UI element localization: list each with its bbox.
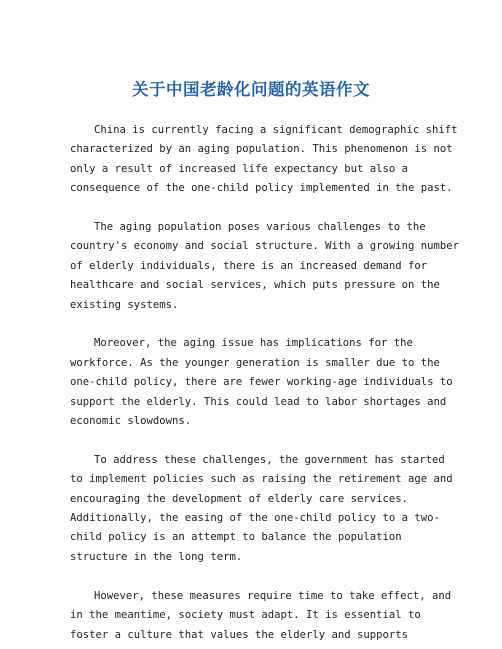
text-line: encouraging the development of elderly care services. — [70, 492, 409, 505]
text-line: of elderly individuals, there is an increased demand for — [70, 259, 428, 272]
text-line: one-child policy, there are fewer working-age individuals to — [70, 376, 453, 389]
text-line: child policy is an attempt to balance the population — [70, 531, 402, 544]
text-line: only a result of increased life expectancy but also a — [70, 162, 409, 175]
text-line: economic slowdowns. — [70, 415, 192, 428]
text-line: To address these challenges, the government has started — [94, 453, 445, 466]
paragraph-3 — [70, 334, 453, 431]
text-line: Additionally, the easing of the one-child policy to a two- — [70, 512, 440, 525]
text-line: The aging population poses various challenges to the — [94, 221, 426, 234]
text-line: foster a culture that values the elderly and supports — [70, 628, 409, 641]
text-line: existing systems. — [70, 298, 179, 311]
text-line: consequence of the one-child policy implemented in the past. — [70, 182, 453, 195]
text-line: China is currently facing a significant demographic shift — [94, 124, 458, 136]
text-line: characterized by an aging population. This phenomenon is not — [70, 143, 453, 156]
text-line: structure in the long term. — [70, 550, 243, 563]
paragraph-4 — [70, 451, 453, 567]
text-line: country's economy and social structure. With a growing number — [70, 240, 460, 253]
text-line: to implement policies such as raising the retirement age and — [70, 473, 453, 486]
paragraph-2 — [70, 218, 460, 315]
text-line: healthcare and social services, which puts pressure on the — [70, 279, 440, 292]
text-line: workforce. As the younger generation is smaller due to the — [70, 356, 440, 369]
paragraph-5 — [70, 587, 452, 645]
paragraph-1 — [70, 121, 458, 199]
essay-title: 关于中国老龄化问题的英语作文 — [132, 80, 370, 99]
text-line: in the meantime, society must adapt. It is essential to — [70, 609, 421, 622]
text-line: Moreover, the aging issue has implications for the — [94, 337, 413, 350]
text-line: support the elderly. This could lead to labor shortages and — [70, 395, 447, 408]
text-line: However, these measures require time to take effect, and — [94, 589, 452, 602]
essay-body — [70, 121, 460, 645]
